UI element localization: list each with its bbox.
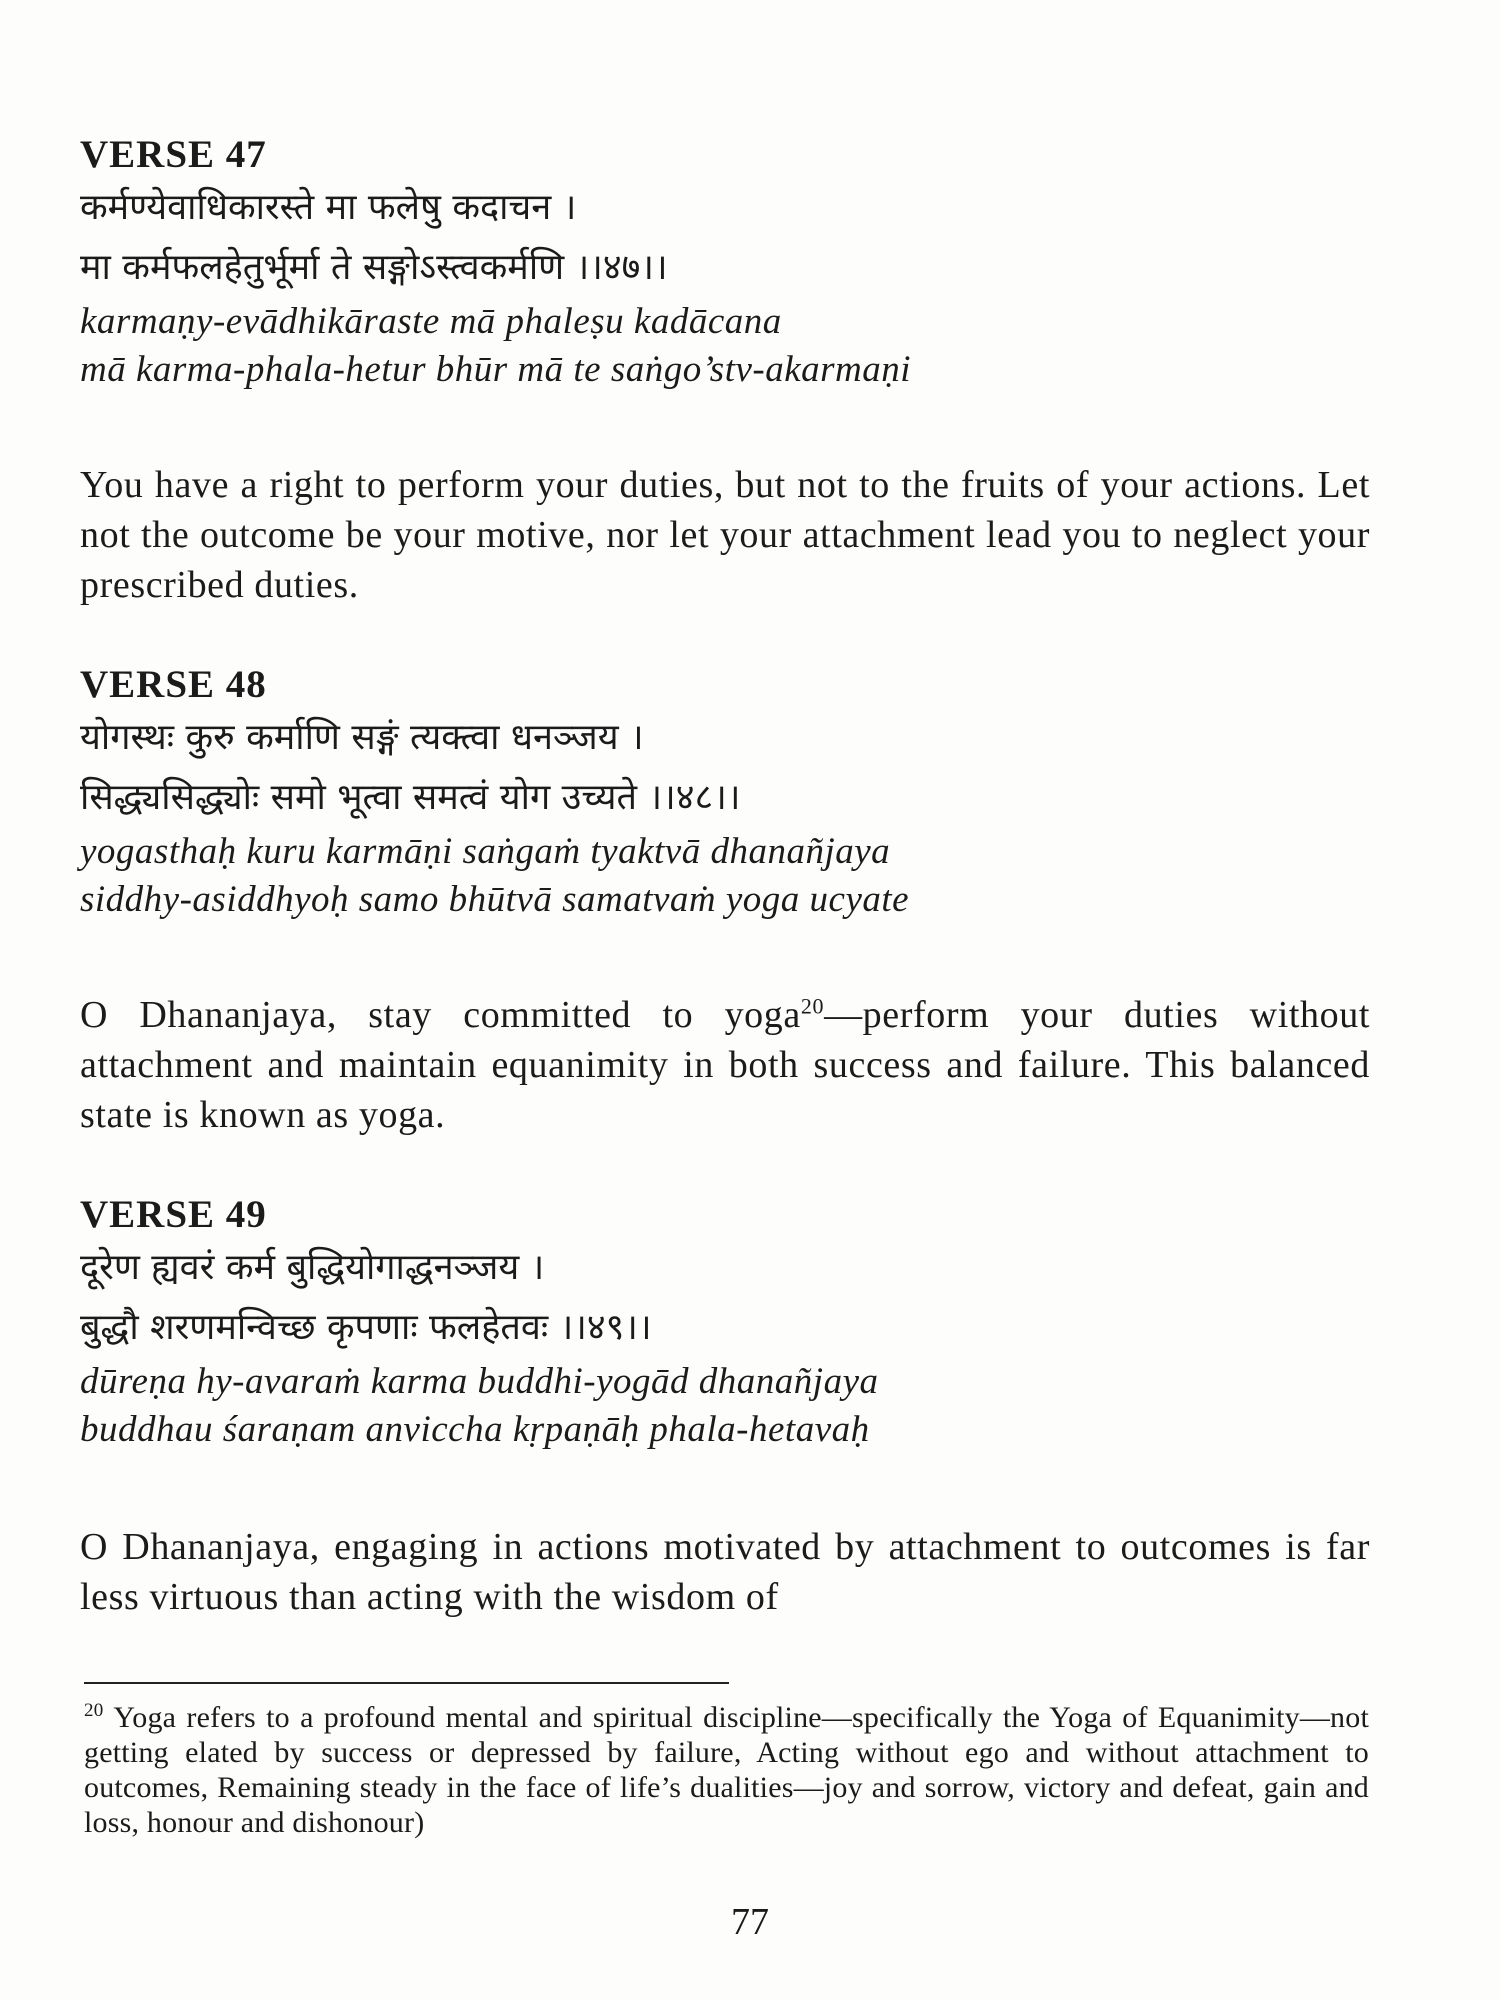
footnote-text: Yoga refers to a profound mental and spiritual discipline—specifically the Yoga of Equanimity—not getting elated by success or depressed by failure, Acting without ego and without attachment to outcomes, Remaining steady in the face of life’s dualities—joy and sorrow, victory and defeat, gain and loss, honour and dishonour) [84,1701,1369,1839]
sanskrit-line: दूरेण ह्यवरं कर्म बुद्धियोगाद्धनञ्जय । [80,1247,545,1288]
sanskrit-line: कर्मण्येवाधिकारस्ते मा फलेषु कदाचन । [80,187,577,228]
verse-heading: VERSE 49 [80,1193,267,1236]
sanskrit-line: सिद्ध्यसिद्ध्योः समो भूत्वा समत्वं योग उच्यते ।।४८।। [80,777,741,818]
transliteration-line: siddhy-asiddhyoḥ samo bhūtvā samatvaṁ yoga ucyate [80,879,910,920]
footnote-number: 20 [84,1700,104,1721]
transliteration-line: buddhau śaraṇam anviccha kṛpaṇāḥ phala-hetavaḥ [80,1409,870,1450]
translation-text: You have a right to perform your duties, but not to the fruits of your actions. Let not the outcome be your motive, nor let your attachment lead you to neglect your prescribed duties. [80,464,1370,606]
verse-47-translation [80,460,1370,610]
translation-text: —perform your duties without attachment and maintain equanimity in both success and failure. This balanced state is known as yoga. [80,994,1370,1136]
footnote-divider [84,1682,729,1684]
transliteration-line: yogasthaḥ kuru karmāṇi saṅgaṁ tyaktvā dhanañjaya [80,831,891,872]
verse-heading: VERSE 47 [80,133,267,176]
sanskrit-line: योगस्थः कुरु कर्माणि सङ्गं त्यक्त्वा धनञ्जय । [80,717,644,758]
verse-48 [80,662,1370,924]
translation-text: O Dhananjaya, stay committed to yoga [80,994,801,1036]
footnote-ref: 20 [800,993,825,1019]
footnote [84,1700,1369,1840]
transliteration-line: mā karma-phala-hetur bhūr mā te saṅgo’stv-akarmaṇi [80,349,912,390]
sanskrit-line: बुद्धौ शरणमन्विच्छ कृपणाः फलहेतवः ।।४९।। [80,1307,652,1348]
page-number: 77 [731,1901,769,1943]
translation-text: O Dhananjaya, engaging in actions motivated by attachment to outcomes is far less virtuous than acting with the wisdom of [80,1526,1370,1618]
verse-49-translation [80,1522,1370,1622]
transliteration-line: karmaṇy-evādhikāraste mā phaleṣu kadācana [80,301,782,342]
verse-47 [80,132,1370,394]
verse-48-translation [80,990,1370,1140]
verse-heading: VERSE 48 [80,663,267,706]
verse-49 [80,1192,1370,1454]
transliteration-line: dūreṇa hy-avaraṁ karma buddhi-yogād dhanañjaya [80,1361,879,1402]
sanskrit-line: मा कर्मफलहेतुर्भूर्मा ते सङ्गोऽस्त्वकर्मणि ।।४७।। [80,247,668,288]
